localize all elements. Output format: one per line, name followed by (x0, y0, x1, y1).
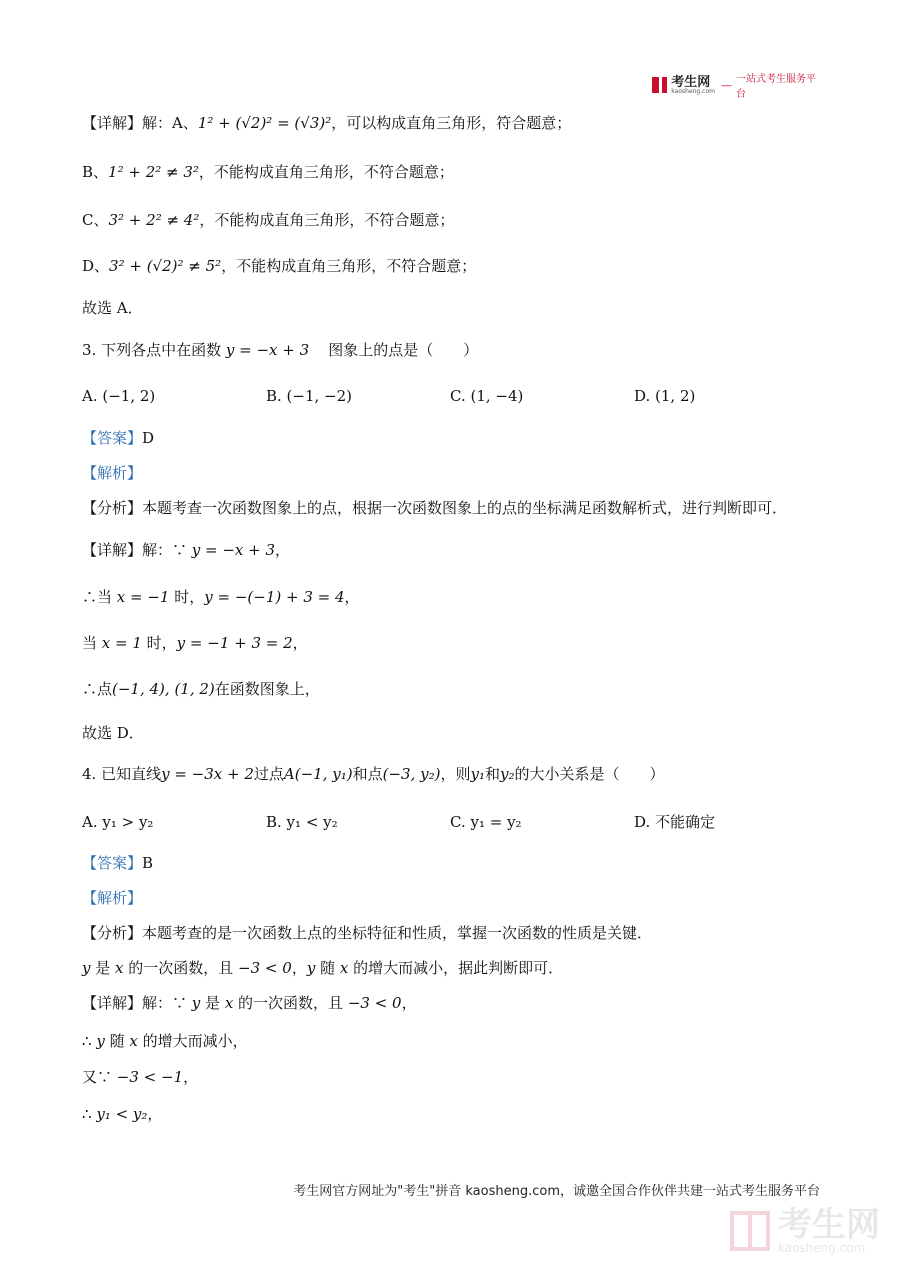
detail-3-line-4: ∴点(−1, 4), (1, 2)在函数图象上， (82, 680, 320, 698)
q3-option-b: B. (−1, −2) (266, 387, 353, 405)
logo-separator: — (720, 78, 732, 92)
question-3: 3. 下列各点中在函数 y = −x + 3 图象上的点是（ ） (82, 341, 479, 359)
logo-url: kaosheng.com (671, 87, 715, 95)
q4-option-d: D. 不能确定 (634, 813, 716, 831)
choose-a: 故选 A． (82, 299, 143, 317)
watermark-name: 考生网 (778, 1205, 880, 1245)
analysis-4: 【分析】本题考查的是一次函数上点的坐标特征和性质，掌握一次函数的性质是关键． (82, 924, 653, 942)
detail-3-line-3: 当 x = 1 时，y = −1 + 3 = 2， (82, 634, 308, 652)
answer-3: 【答案】D (82, 429, 155, 447)
analysis-4-heading: 【解析】 (82, 889, 143, 907)
watermark-url: kaosheng.com (778, 1241, 866, 1255)
q3-option-a: A. (−1, 2) (82, 387, 156, 405)
logo-icon (652, 77, 667, 93)
detail-line-d: D、3² + (√2)² ≠ 5²，不能构成直角三角形，不符合题意； (82, 257, 477, 275)
logo-slogan: 一站式考生服务平台 (735, 74, 816, 100)
detail-3-line-2: ∴当 x = −1 时，y = −(−1) + 3 = 4， (82, 588, 360, 606)
q3-option-d: D. (1, 2) (634, 387, 696, 405)
detail-line-a: 【详解】解：A、1² + (√2)² = (√3)²，可以构成直角三角形，符合题意； (82, 114, 572, 132)
header-logo (652, 72, 822, 98)
question-4: 4. 已知直线y = −3x + 2过点A(−1, y₁)和点(−3, y₂)，则y₁和y₂的大小关系是（ ） (82, 765, 665, 783)
q4-option-b: B. y₁ < y₂ (266, 813, 338, 831)
watermark-logo (730, 1205, 880, 1255)
q4-option-a: A. y₁ > y₂ (82, 813, 154, 831)
detail-4-line-4: ∴ y₁ < y₂， (82, 1105, 163, 1123)
detail-4-line-3: 又∵ −3 < −1， (82, 1068, 199, 1086)
q4-option-c: C. y₁ = y₂ (450, 813, 522, 831)
watermark-icon (730, 1211, 770, 1251)
q3-option-c: C. (1, −4) (450, 387, 524, 405)
logo-name: 考生网 (671, 74, 711, 90)
detail-3-line-1: 【详解】解：∵ y = −x + 3， (82, 541, 291, 559)
analysis-4-line-2: y 是 x 的一次函数，且 −3 < 0，y 随 x 的增大而减小，据此判断即可． (82, 959, 564, 977)
detail-line-c: C、3² + 2² ≠ 4²，不能构成直角三角形，不符合题意； (82, 211, 455, 229)
analysis-3-heading: 【解析】 (82, 464, 143, 482)
page-footer: 考生网官方网址为"考生"拼音 kaosheng.com，诚邀全国合作伙伴共建一站式考生服务平台 (293, 1184, 820, 1199)
detail-line-b: B、1² + 2² ≠ 3²，不能构成直角三角形，不符合题意； (82, 163, 454, 181)
analysis-3: 【分析】本题考查一次函数图象上的点，根据一次函数图象上的点的坐标满足函数解析式，进行判断即可． (82, 499, 788, 517)
detail-4-line-2: ∴ y 随 x 的增大而减小， (82, 1032, 248, 1050)
detail-4-line-1: 【详解】解：∵ y 是 x 的一次函数，且 −3 < 0， (82, 994, 417, 1012)
choose-d: 故选 D． (82, 724, 144, 742)
answer-4: 【答案】B (82, 854, 154, 872)
